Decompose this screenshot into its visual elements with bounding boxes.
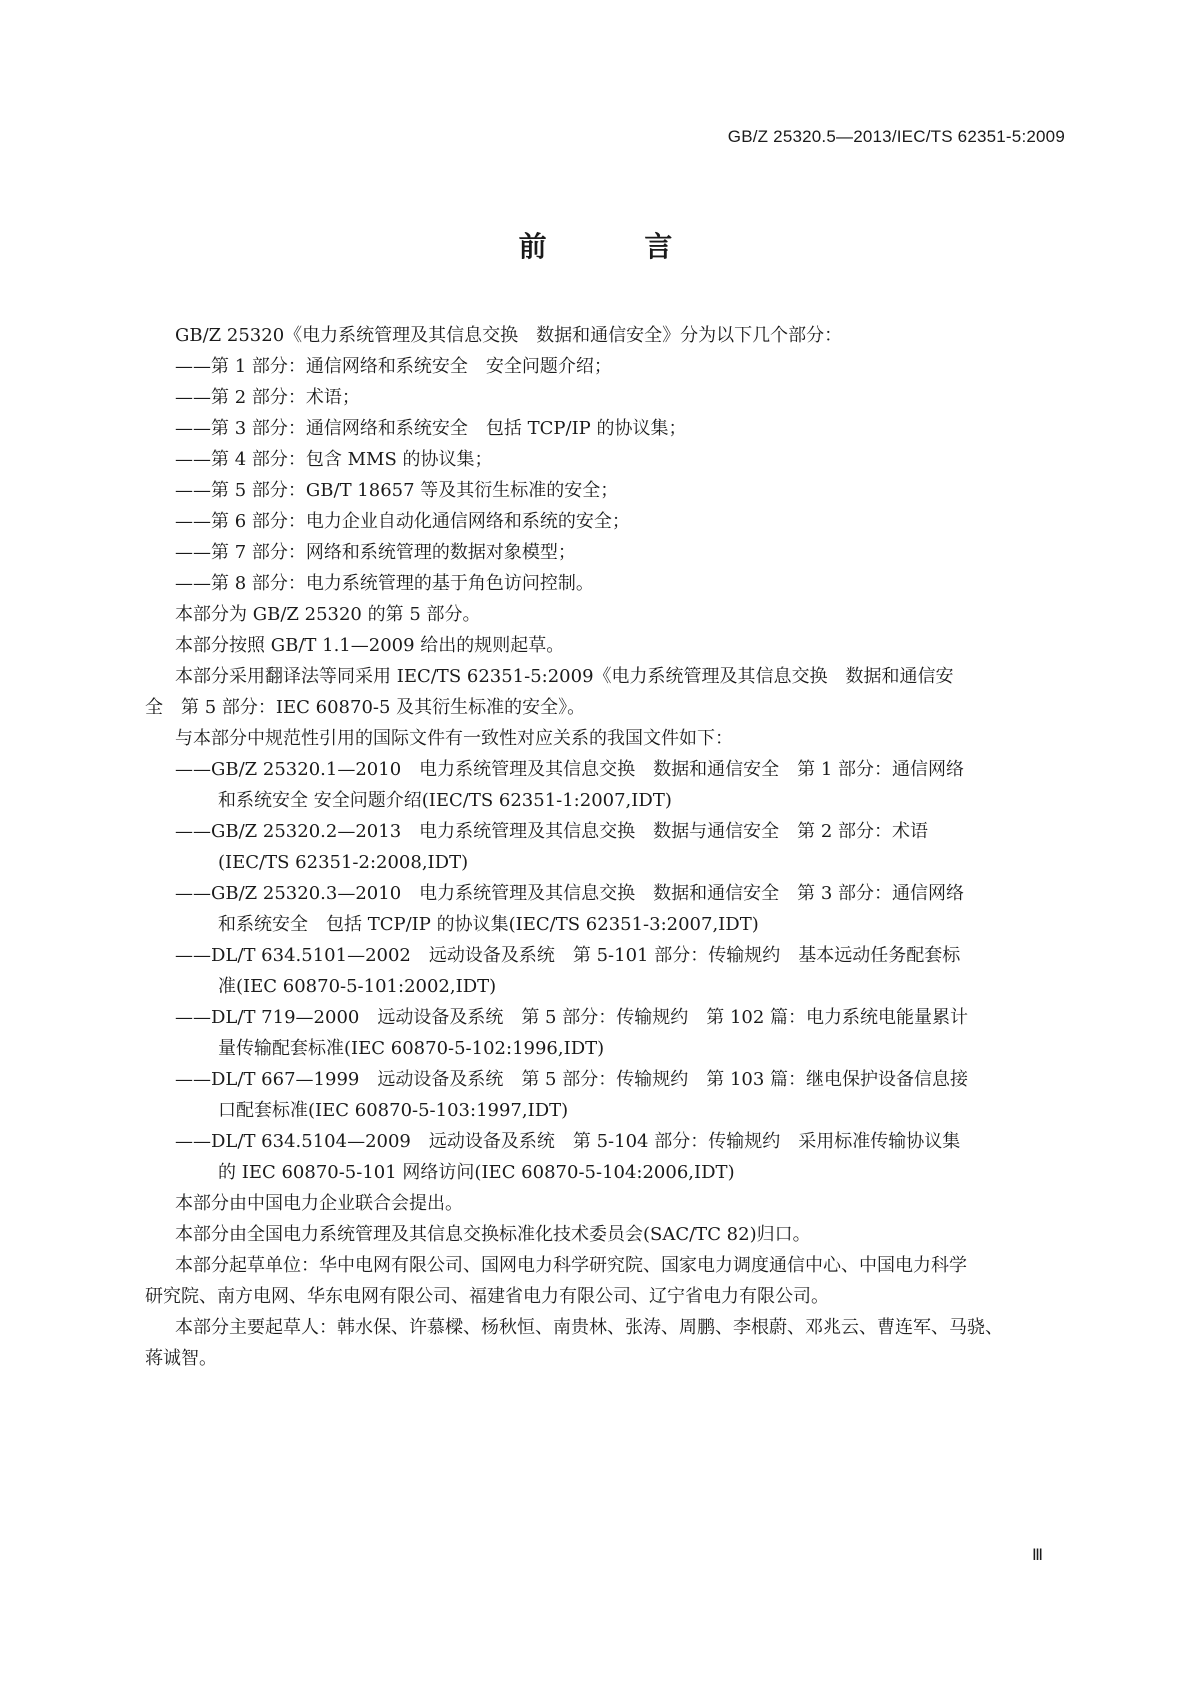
list-item-part-2: ——第 2 部分：术语； — [175, 387, 360, 408]
list-item-part-3: ——第 3 部分：通信网络和系统安全 包括 TCP/IP 的协议集； — [175, 418, 687, 439]
reference-2-line-1: ——GB/Z 25320.2—2013 电力系统管理及其信息交换 数据与通信安全 第 2 部分：术语 — [175, 821, 929, 842]
reference-3-line-2: 和系统安全 包括 TCP/IP 的协议集(IEC/TS 62351-3:2007,IDT) — [218, 914, 759, 935]
drafting-rule-paragraph: 本部分按照 GB/T 1.1—2009 给出的规则起草。 — [175, 635, 565, 656]
adoption-paragraph-line-1: 本部分采用翻译法等同采用 IEC/TS 62351-5:2009《电力系统管理及其信息交换 数据和通信安 — [175, 666, 954, 687]
adoption-paragraph-line-2: 全 第 5 部分：IEC 60870-5 及其衍生标准的安全》。 — [145, 697, 586, 718]
reference-4-line-1: ——DL/T 634.5101—2002 远动设备及系统 第 5-101 部分：传输规约 基本远动任务配套标 — [175, 945, 961, 966]
reference-6-line-1: ——DL/T 667—1999 远动设备及系统 第 5 部分：传输规约 第 103 篇：继电保护设备信息接 — [175, 1069, 969, 1090]
reference-6-line-2: 口配套标准(IEC 60870-5-103:1997,IDT) — [218, 1100, 569, 1121]
list-item-part-6: ——第 6 部分：电力企业自动化通信网络和系统的安全； — [175, 511, 630, 532]
reference-1-line-1: ——GB/Z 25320.1—2010 电力系统管理及其信息交换 数据和通信安全 第 1 部分：通信网络 — [175, 759, 965, 780]
list-item-part-7: ——第 7 部分：网络和系统管理的数据对象模型； — [175, 542, 576, 563]
proposed-by-paragraph: 本部分由中国电力企业联合会提出。 — [175, 1193, 463, 1214]
reference-5-line-2: 量传输配套标准(IEC 60870-5-102:1996,IDT) — [218, 1038, 605, 1059]
reference-7-line-1: ——DL/T 634.5104—2009 远动设备及系统 第 5-104 部分：传输规约 采用标准传输协议集 — [175, 1131, 961, 1152]
standard-number-header: GB/Z 25320.5—2013/IEC/TS 62351-5:2009 — [727, 127, 1065, 146]
centralized-by-paragraph: 本部分由全国电力系统管理及其信息交换标准化技术委员会(SAC/TC 82)归口。 — [175, 1224, 811, 1245]
list-item-part-8: ——第 8 部分：电力系统管理的基于角色访问控制。 — [175, 573, 594, 594]
reference-1-line-2: 和系统安全 安全问题介绍(IEC/TS 62351-1:2007,IDT) — [218, 790, 672, 811]
foreword-body — [145, 320, 1060, 1374]
drafting-units-line-2: 研究院、南方电网、华东电网有限公司、福建省电力有限公司、辽宁省电力有限公司。 — [145, 1286, 829, 1307]
list-item-part-4: ——第 4 部分：包含 MMS 的协议集； — [175, 449, 493, 470]
list-item-part-5: ——第 5 部分：GB/T 18657 等及其衍生标准的安全； — [175, 480, 619, 501]
intro-paragraph: GB/Z 25320《电力系统管理及其信息交换 数据和通信安全》分为以下几个部分： — [175, 325, 843, 346]
reference-2-line-2: (IEC/TS 62351-2:2008,IDT) — [218, 852, 469, 873]
page-number: Ⅲ — [1031, 1547, 1043, 1564]
correspondence-intro: 与本部分中规范性引用的国际文件有一致性对应关系的我国文件如下： — [175, 728, 733, 749]
this-part-paragraph: 本部分为 GB/Z 25320 的第 5 部分。 — [175, 604, 481, 625]
list-item-part-1: ——第 1 部分：通信网络和系统安全 安全问题介绍； — [175, 356, 612, 377]
reference-4-line-2: 准(IEC 60870-5-101:2002,IDT) — [218, 976, 497, 997]
drafting-units-line-1: 本部分起草单位：华中电网有限公司、国网电力科学研究院、国家电力调度通信中心、中国电力科学 — [175, 1255, 967, 1276]
reference-5-line-1: ——DL/T 719—2000 远动设备及系统 第 5 部分：传输规约 第 102 篇：电力系统电能量累计 — [175, 1007, 969, 1028]
reference-3-line-1: ——GB/Z 25320.3—2010 电力系统管理及其信息交换 数据和通信安全 第 3 部分：通信网络 — [175, 883, 965, 904]
drafters-line-1: 本部分主要起草人：韩水保、许慕樑、杨秋恒、南贵林、张涛、周鹏、李根蔚、邓兆云、曹连军、马骁、 — [175, 1317, 1003, 1338]
drafters-line-2: 蒋诚智。 — [145, 1348, 217, 1369]
page-title: 前 言 — [518, 230, 717, 263]
reference-7-line-2: 的 IEC 60870-5-101 网络访问(IEC 60870-5-104:2006,IDT) — [218, 1162, 735, 1183]
